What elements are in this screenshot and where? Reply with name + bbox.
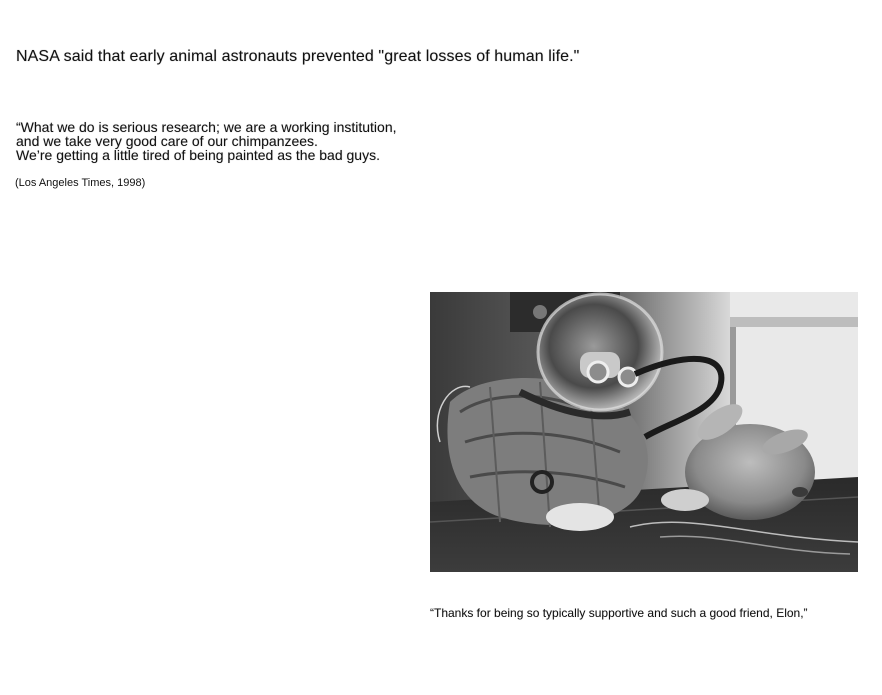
photo-caption: “Thanks for being so typically supportive and such a good friend, Elon,” <box>430 606 808 620</box>
quote-line: We’re getting a little tired of being painted as the bad guys. <box>16 147 380 163</box>
animal-astronaut-photo <box>430 292 858 572</box>
quote-citation: (Los Angeles Times, 1998) <box>15 177 146 189</box>
headline: NASA said that early animal astronauts prevented "great losses of human life." <box>16 48 580 65</box>
quote-line: “What we do is serious research; we are a working institution, <box>16 119 397 135</box>
quote-line: and we take very good care of our chimpanzees. <box>16 133 318 149</box>
quote-block <box>16 120 397 162</box>
animal-astronaut-photo-icon <box>430 292 858 572</box>
